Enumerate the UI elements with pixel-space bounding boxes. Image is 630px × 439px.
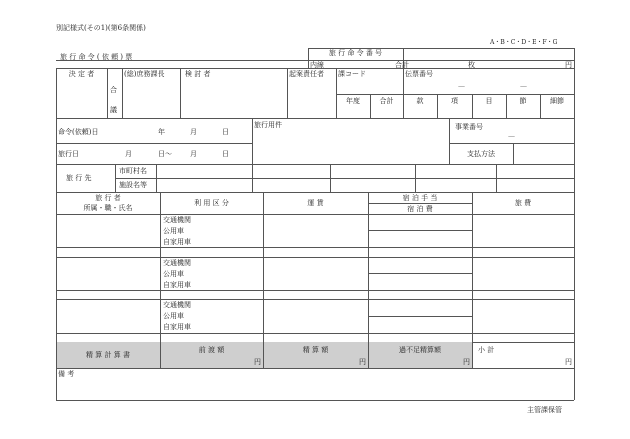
budget-col-kou: 項 (451, 97, 458, 105)
total-label: 合計 (395, 61, 409, 69)
transport-private-3: 自家用車 (163, 323, 191, 331)
order-day: 日 (222, 128, 229, 136)
drafter-label: 起案責任者 (289, 70, 324, 78)
travel-day-to: 日 (222, 150, 229, 158)
budget-col-total: 合計 (379, 97, 394, 105)
affiliation-label: 所属・職・氏名 (83, 204, 133, 212)
budget-col-year: 年度 (346, 97, 360, 105)
municipality-label: 市町村名 (119, 167, 147, 175)
form-title: 別記様式(その1)(第6条関係) (56, 24, 146, 32)
total-yen: 円 (565, 61, 572, 69)
travel-date-label: 旅行日 (58, 150, 79, 158)
traveler-label: 旅 行 者 (95, 194, 121, 202)
transport-private-1: 自家用車 (163, 238, 191, 246)
order-month: 月 (190, 128, 197, 136)
keeper-label: 主管課保管 (527, 406, 562, 414)
advance-yen: 円 (254, 358, 261, 366)
travel-cost-label: 旅 費 (514, 199, 532, 207)
decider-label: 決 定 者 (68, 70, 95, 78)
transport-official-2: 公用車 (163, 270, 184, 278)
slip-dash-1: — (458, 82, 465, 90)
payment-label: 支払方法 (467, 150, 495, 158)
lodging-allowance-label: 宿 泊 手 当 (402, 194, 438, 202)
order-year: 年 (158, 128, 165, 136)
budget-col-kan: 款 (416, 97, 424, 105)
order-date-label: 命令(依頼)日 (58, 128, 99, 136)
reviewer-label: 検 討 者 (185, 70, 211, 78)
subtotal-yen: 円 (565, 358, 572, 366)
section-code-label: 課コード (338, 70, 366, 78)
transport-official-3: 公用車 (163, 312, 184, 320)
order-no-label: 旅 行 命 令 番 号 (328, 49, 383, 57)
settled-label: 精 算 額 (302, 346, 329, 354)
diff-label: 過不足精算額 (399, 346, 441, 354)
transport-public-2: 交通機関 (163, 259, 191, 267)
subtotal-label: 小 計 (478, 346, 495, 354)
extension-label: 内線 (310, 61, 324, 69)
travel-month-to: 月 (190, 150, 197, 158)
budget-col-saisetsu: 細節 (550, 97, 564, 105)
slip-no-label: 伝票番号 (405, 70, 433, 78)
transport-private-2: 自家用車 (163, 281, 191, 289)
settled-yen: 円 (359, 358, 366, 366)
budget-col-setsu: 節 (519, 97, 527, 105)
usage-label: 利 用 区 分 (194, 199, 229, 207)
sheets-label: 枚 (468, 61, 475, 69)
facility-label: 施設名等 (119, 181, 147, 189)
budget-col-moku: 目 (485, 97, 493, 105)
remarks-label: 備 考 (58, 370, 75, 378)
project-dash: — (508, 132, 515, 140)
diff-yen: 円 (463, 358, 470, 366)
travel-order-title: 旅 行 命 令 ( 依 頼 ) 票 (60, 53, 133, 61)
fare-label: 運 賃 (307, 199, 324, 207)
settlement-title: 精 算 計 算 書 (86, 351, 130, 359)
project-no-label: 事業番号 (455, 123, 483, 131)
advance-label: 前 渡 額 (198, 346, 225, 354)
transport-official-1: 公用車 (163, 227, 184, 235)
consult-label: 合議 (110, 86, 117, 114)
purpose-label: 旅行用件 (254, 121, 282, 129)
travel-day-from: 日〜 (158, 150, 172, 158)
transport-public-3: 交通機関 (163, 301, 191, 309)
destination-label: 旅 行 先 (66, 174, 92, 182)
lodging-cost-label: 宿 泊 費 (407, 205, 433, 213)
travel-month-from: 月 (125, 150, 132, 158)
slip-dash-2: — (520, 82, 527, 90)
manager-label: (総)庶務課長 (124, 70, 165, 78)
transport-public-1: 交通機関 (163, 216, 191, 224)
distribution-codes: A・B・C・D・E・F・G (490, 39, 558, 46)
